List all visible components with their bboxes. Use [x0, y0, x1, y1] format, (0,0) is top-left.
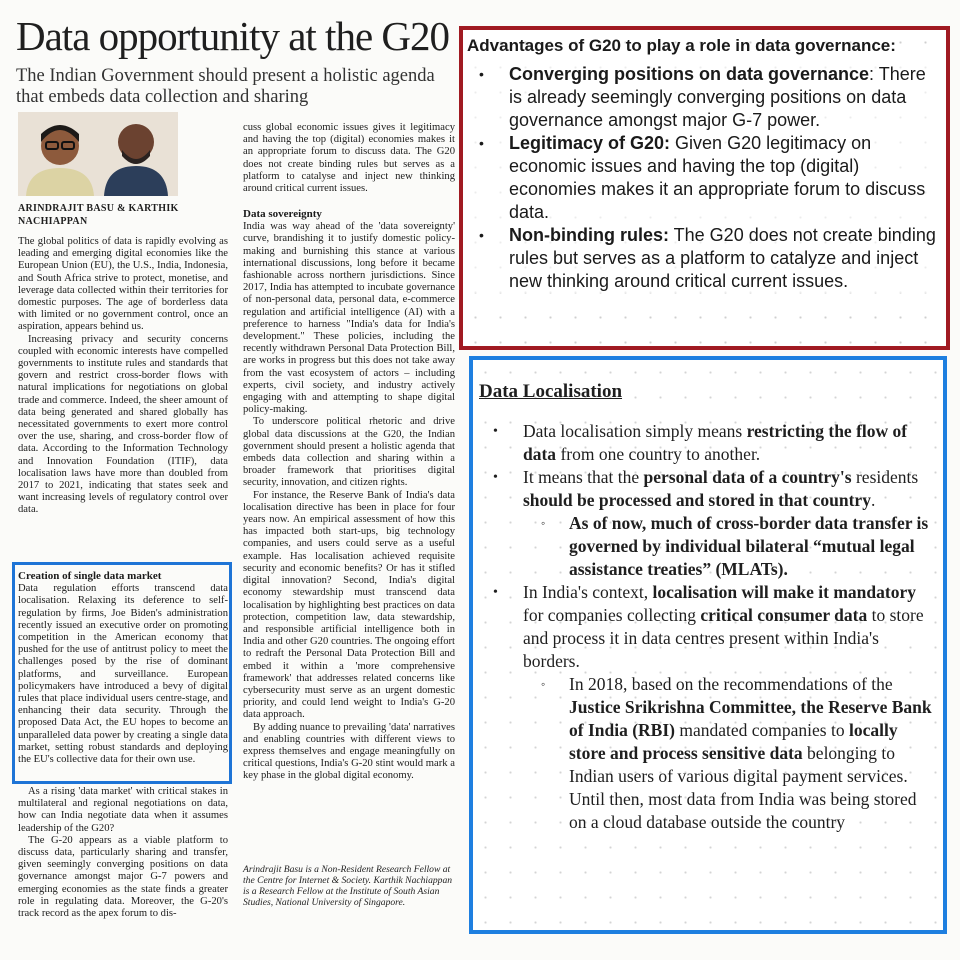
list-item: [479, 420, 937, 466]
item-text: mandated companies to: [675, 720, 849, 740]
item-emphasis: localisation will make it mandatory: [652, 582, 916, 602]
item-heading: Non-binding rules:: [509, 225, 669, 245]
article-paragraph: The global politics of data is rapidly evolving as leading and emerging digital economies like the European Union (EU), the U.S., India, Indonesia, and South Africa strive to protect, monetise, and leverage data collected within their territories for domestic purposes. The age of borderless data with limited or no government control, once an aspiration, appears behind us.: [18, 236, 228, 333]
section-heading: Data sovereignty: [243, 208, 322, 220]
advantages-title: Advantages of G20 to play a role in data governance:: [467, 36, 896, 55]
item-emphasis: Justice Srikrishna Committee, the Reserve Bank of India (RBI): [569, 697, 932, 740]
item-text: .: [870, 490, 876, 510]
article-subheadline: The Indian Government should present a holistic agenda that embeds data collection and sharing: [16, 66, 435, 107]
bullet-icon: •: [479, 66, 484, 82]
item-text: from one country to another.: [556, 444, 761, 464]
item-emphasis: critical consumer data: [700, 605, 868, 625]
bullet-icon: •: [493, 424, 498, 439]
section-heading: Creation of single data market: [18, 570, 162, 582]
item-text: It means that the: [523, 467, 644, 487]
list-item: [467, 224, 942, 293]
item-text: to store and process it in data centres present within India's borders.: [523, 605, 924, 671]
list-item: [467, 63, 942, 132]
sub-list-item: [479, 673, 937, 834]
item-emphasis: restricting the flow of data: [523, 421, 908, 464]
item-heading: Legitimacy of G20:: [509, 133, 671, 153]
advantages-list: [467, 63, 942, 293]
byline: [18, 202, 218, 228]
author-credit: Arindrajit Basu is a Non-Resident Research Fellow at the Centre for Internet & Society. Karthik Nachiappan is a Research Fellow at the Institute of South Asian Studies, National University of Singapore.: [243, 864, 453, 908]
article-paragraph: India was way ahead of the 'data sovereignty' curve, brandishing it to justify domestic policy-making and burnishing this stance at various international discussions, long before it became fashionable across northern jurisdictions. Since 2017, India has attempted to incubate governance of non-personal data, personal data, e-commerce regulation and artificial intelligence (AI) with a preference to harness "India's data for India's development." These policies, including the recently withdrawn Personal Data Protection Bill, are works in progress but this does not take away from the vast ecosystem of actors – including experts, civil society, and industry actively engaging with and attempting to shape digital policy-making.: [243, 221, 455, 416]
article-paragraph: For instance, the Reserve Bank of India's data localisation directive has been in place for four years now. An empirical assessment of how this has impacted both start-ups, big technology companies, and users could serve as a useful example. Has localisation achieved requisite security and economic benefits? Or has it stifled digital innovation? Second, India's digital economy stewardship must transcend data localisation by highlighting best practices on data protection, competition law, data stewardship, and responsible artificial intelligence both in India and other G20 countries. The ongoing effort to redraft the Personal Data Protection Bill and embed it within a 'more comprehensive framework' that addresses related concerns like cybersecurity must serve as an urgent domestic priority, and could lend weight to India's G-20 data approach.: [243, 489, 455, 721]
list-item: [479, 466, 937, 512]
article-paragraph: To underscore political rhetoric and drive global data discussions at the G20, the Indian government should present a holistic agenda that embeds data collection and sharing within a broader framework that prioritises digital security, innovation, and citizen rights.: [243, 416, 455, 489]
article-column-2: [243, 208, 455, 783]
item-text: In 2018, based on the recommendations of the: [569, 674, 893, 694]
item-text: Data localisation simply means: [523, 421, 747, 441]
item-text: In India's context,: [523, 582, 653, 602]
bullet-icon: •: [493, 585, 498, 600]
localisation-title: Data Localisation: [479, 381, 623, 402]
item-emphasis: personal data of a country's: [643, 467, 852, 487]
author-photo: [18, 112, 178, 196]
item-text: : There is already seemingly converging positions on data governance amongst major G-7 power.: [509, 64, 926, 130]
localisation-list: [479, 420, 937, 834]
item-emphasis: should be processed and stored in that country: [523, 490, 871, 510]
list-item: [467, 132, 942, 224]
localisation-box: [469, 356, 947, 934]
article-column-2-top: [243, 122, 455, 195]
article-column-1-bottom: [18, 786, 228, 920]
circle-bullet-icon: ◦: [541, 516, 546, 530]
article-paragraph: As a rising 'data market' with critical stakes in multilateral and regional negotiations on data, how can India negotiate data when it assumes leadership of the G20?: [18, 786, 228, 834]
item-text: belonging to Indian users of various digital payment services. Until then, most data from India was being stored on a cloud database outside the country: [569, 743, 917, 832]
article-paragraph: By adding nuance to prevailing 'data' narratives and enabling countries with different views to express themselves and engage meaningfully on critical questions, India's G-20 stint would mark a key phase in the global digital economy.: [243, 721, 455, 782]
item-emphasis: locally store and process sensitive data: [569, 720, 898, 763]
item-text: The G20 does not create binding rules but serves as a platform to catalyze and inject new thinking around critical current issues.: [509, 225, 936, 291]
article-paragraph: The G-20 appears as a viable platform to discuss data, particularly sharing and transfer, given seemingly converging positions on data governance amongst major G-7 powers and emerging economies as the state finds a greater role in regulating data. Moreover, the G-20's track record as the apex forum to dis-: [18, 834, 228, 920]
article-paragraph: cuss global economic issues gives it legitimacy and having the top (digital) economies makes it an appropriate forum to discuss data. The G20 does not create binding rules but serves as a platform to catalyse and inject new thinking around critical current issues.: [243, 122, 455, 195]
article-paragraph: Increasing privacy and security concerns coupled with economic interests have compelled governments to institute rules and standards that govern and restrict cross-border flows with natural implications for negotiations on global trade and commerce. Indeed, the sheer amount of data being generated and shared globally has necessitated governments to exert more control over the use, sharing, and cross-border flow of data. According to the Information Technology and Innovation Foundation (ITIF), data localisation laws have more than doubled from 2017 to 2021, indicating that states seek and want increasing levels of regulatory control over data.: [18, 333, 228, 516]
article-paragraph: Data regulation efforts transcend data localisation. Relaxing its deference to self-regulation by firms, Joe Biden's administration recently issued an executive order on promoting competition in the American economy that pushed for the use of antitrust policy to meet the challenges posed by the rise of dominant platforms, and surveillance. European policymakers have introduced a bevy of digital rules that place individual users centre-stage, and enhancing their data security. Through the proposed Data Act, the EU hopes to become an unparalleled data power by creating a single data market, setting robust standards and deploying the EU's collective data for their own use.: [18, 583, 228, 766]
circle-bullet-icon: ◦: [541, 677, 546, 691]
item-emphasis: As of now, much of cross-border data transfer is governed by individual bilateral “mutual legal assistance treaties” (MLATs).: [569, 513, 929, 579]
item-text: for companies collecting: [523, 605, 701, 625]
item-heading: Converging positions on data governance: [509, 64, 870, 84]
list-item: [479, 581, 937, 673]
item-text: residents: [851, 467, 919, 487]
bullet-icon: •: [493, 470, 498, 485]
bullet-icon: •: [479, 227, 484, 243]
article-column-1: [18, 236, 228, 517]
bullet-icon: •: [479, 135, 484, 151]
article-headline: Data opportunity at the G20: [16, 13, 450, 59]
highlight-box-small: [12, 562, 232, 784]
byline-line-2: NACHIAPPAN: [18, 216, 88, 227]
advantages-box: [459, 26, 950, 350]
sub-list-item: [479, 512, 937, 581]
item-text: Given G20 legitimacy on economic issues and having the top (digital) economies makes it an appropriate forum to discuss data.: [509, 133, 926, 222]
byline-line-1: ARINDRAJIT BASU & KARTHIK: [18, 203, 179, 214]
